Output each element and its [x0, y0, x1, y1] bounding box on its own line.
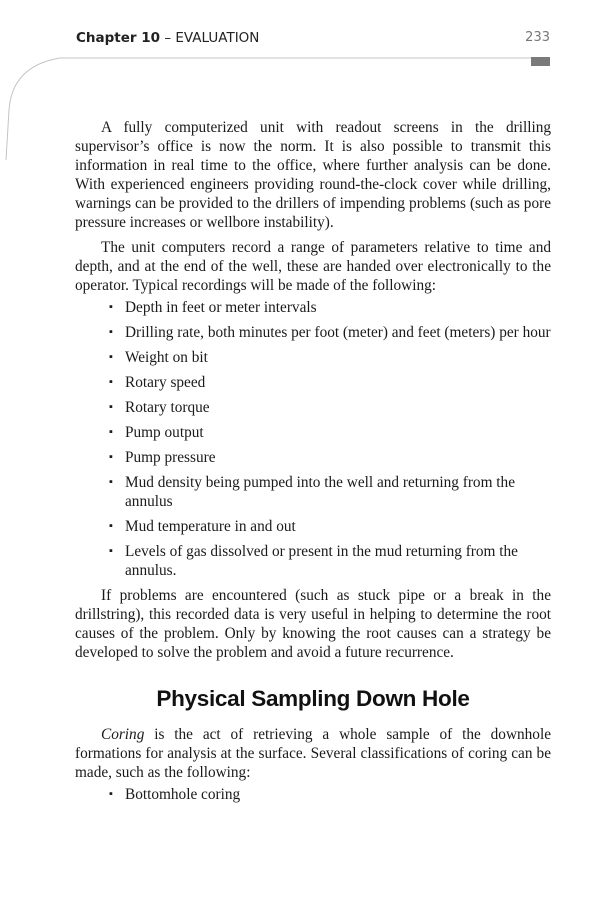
- bullet-icon: ▪: [109, 545, 113, 557]
- list-item: ▪ Mud temperature in and out: [109, 518, 296, 535]
- page-body: [75, 118, 551, 810]
- header-corner-mark: [531, 57, 550, 66]
- chapter-title: EVALUATION: [175, 30, 260, 46]
- bullet-icon: ▪: [109, 376, 113, 388]
- coring-term: Coring: [101, 726, 145, 743]
- bullet-icon: ▪: [109, 476, 113, 488]
- chapter-number: Chapter 10: [76, 30, 161, 46]
- bullet-icon: ▪: [109, 301, 113, 313]
- list-item: ▪ Pump pressure: [109, 449, 216, 466]
- bullet-icon: ▪: [109, 401, 113, 413]
- paragraph-coring: [75, 725, 551, 782]
- list-item: ▪ Bottomhole coring: [109, 786, 241, 803]
- bullet-icon: ▪: [109, 426, 113, 438]
- list-item: ▪ Weight on bit: [109, 349, 208, 366]
- bullet-icon: ▪: [109, 351, 113, 363]
- paragraph-unit-computers: The unit computers record a range of parameters relative to time and depth, and at the end of the well, these are handed over electronically to the operator. Typical recordings will be made of the following:: [75, 239, 551, 294]
- recordings-list: [75, 298, 551, 580]
- bullet-icon: ▪: [109, 788, 113, 800]
- page-number: 233: [525, 30, 550, 45]
- bullet-icon: ▪: [109, 520, 113, 532]
- chapter-separator: –: [160, 30, 176, 46]
- list-item: ▪ Pump output: [109, 424, 204, 441]
- list-item: ▪ Levels of gas dissolved or present in the mud returning from the annulus.: [109, 543, 518, 579]
- running-header: [76, 30, 550, 50]
- list-item: ▪ Mud density being pumped into the well and returning from the annulus: [109, 474, 515, 510]
- coring-list: [75, 785, 551, 804]
- coring-definition: is the act of retrieving a whole sample of the downhole formations for analysis at the surface. Several classifications of coring can be made, such as the following:: [75, 726, 551, 781]
- bullet-icon: ▪: [109, 451, 113, 463]
- paragraph-computerized-unit: A fully computerized unit with readout screens in the drilling supervisor’s office is now the norm. It is also possible to transmit this information in real time to the office, where further analysis can be done. With experienced engineers providing round-the-clock cover while drilling, warnings can be provided to the drillers of impending problems (such as pore pressure increases or wellbore instability).: [75, 119, 551, 231]
- list-item: ▪ Rotary speed: [109, 374, 206, 391]
- list-item: ▪ Depth in feet or meter intervals: [109, 299, 317, 316]
- section-heading: Physical Sampling Down Hole: [156, 686, 470, 711]
- list-item: ▪ Drilling rate, both minutes per foot (meter) and feet (meters) per hour: [109, 324, 551, 341]
- bullet-icon: ▪: [109, 326, 113, 338]
- list-item: ▪ Rotary torque: [109, 399, 210, 416]
- paragraph-recorded-data: If problems are encountered (such as stuck pipe or a break in the drillstring), this recorded data is very useful in helping to determine the root causes of the problem. Only by knowing the root causes can a strategy be developed to solve the problem and avoid a future recurrence.: [75, 587, 551, 661]
